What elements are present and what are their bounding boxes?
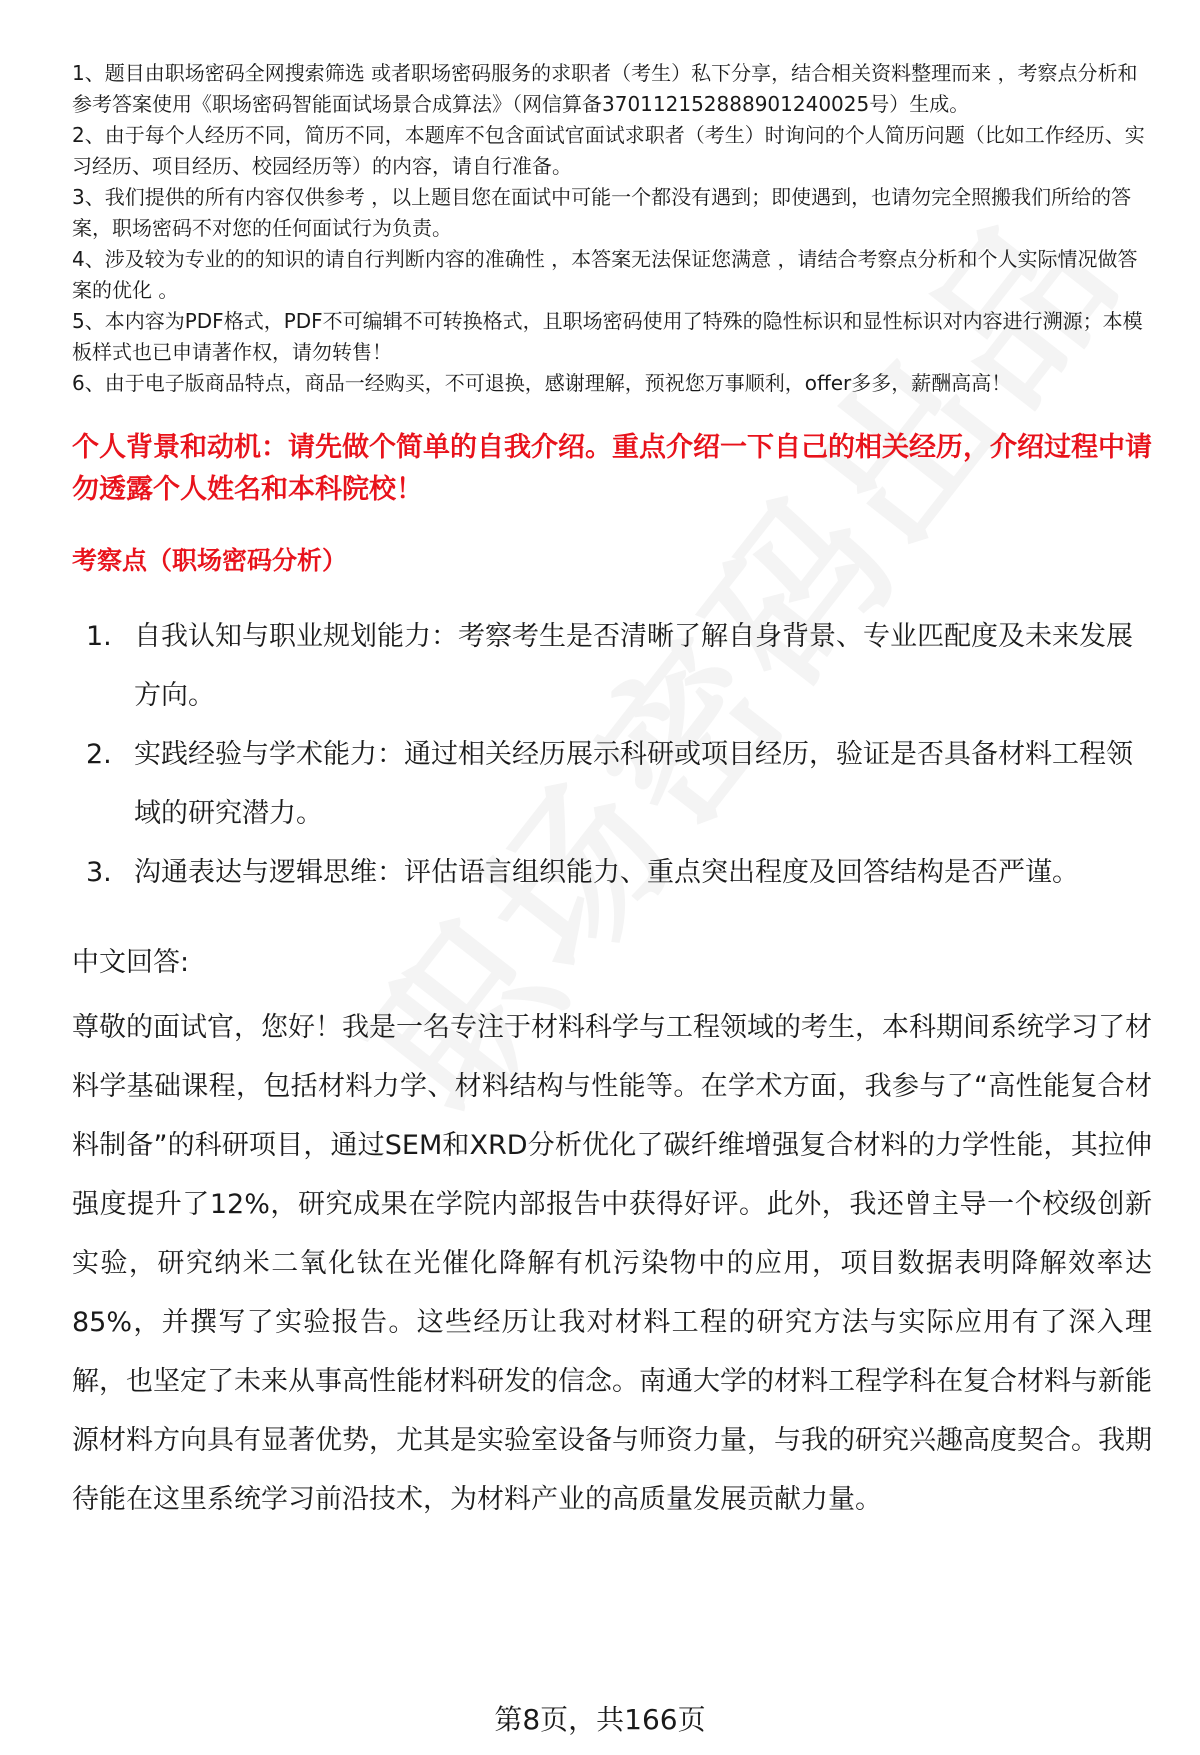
notice-item-2: 2、由于每个人经历不同，简历不同，本题库不包含面试官面试求职者（考生）时询问的个人简历问题（比如工作经历、实习经历、项目经历、校园经历等）的内容，请自行准备。 — [72, 123, 1145, 178]
notice-item-6: 6、由于电子版商品特点，商品一经购买，不可退换，感谢理解，预祝您万事顺利，offer多多，薪酬高高！ — [72, 371, 1012, 395]
notice-item-5: 5、本内容为PDF格式，PDF不可编辑不可转换格式，且职场密码使用了特殊的隐性标识和显性标识对内容进行溯源；本模板样式也已申请著作权，请勿转售！ — [72, 309, 1143, 364]
point-number: 2. — [86, 739, 112, 770]
analysis-point — [72, 607, 1152, 725]
notice-item-4: 4、涉及较为专业的的知识的请自行判断内容的准确性 ，本答案无法保证您满意 ，请结合考察点分析和个人实际情况做答案的优化 。 — [72, 247, 1138, 302]
notice-item-3: 3、我们提供的所有内容仅供参考 ，以上题目您在面试中可能一个都没有遇到；即使遇到，也请勿完全照搬我们所给的答案，职场密码不对您的任何面试行为负责。 — [72, 185, 1132, 240]
answer-body: 尊敬的面试官，您好！我是一名专注于材料科学与工程领域的考生，本科期间系统学习了材料学基础课程，包括材料力学、材料结构与性能等。在学术方面，我参与了“高性能复合材料制备”的科研项目，通过SEM和XRD分析优化了碳纤维增强复合材料的力学性能，其拉伸强度提升了12%，研究成果在学院内部报告中获得好评。此外，我还曾主导一个校级创新实验，研究纳米二氧化钛在光催化降解有机污染物中的应用，项目数据表明降解效率达85%，并撰写了实验报告。这些经历让我对材料工程的研究方法与实际应用有了深入理解，也坚定了未来从事高性能材料研发的信念。南通大学的材料工程学科在复合材料与新能源材料方向具有显著优势，尤其是实验室设备与师资力量，与我的研究兴趣高度契合。我期待能在这里系统学习前沿技术，为材料产业的高质量发展贡献力量。 — [72, 1012, 1152, 1515]
answer-label: 中文回答: — [72, 947, 190, 978]
question-title: 个人背景和动机：请先做个简单的自我介绍。重点介绍一下自己的相关经历，介绍过程中请勿透露个人姓名和本科院校！ — [72, 432, 1152, 505]
analysis-title: 考察点（职场密码分析） — [72, 546, 348, 575]
page-number-footer: 第8页，共166页 — [494, 1703, 706, 1736]
analysis-point — [72, 725, 1152, 843]
point-text: 沟通表达与逻辑思维：评估语言组织能力、重点突出程度及回答结构是否严谨。 — [134, 857, 1079, 888]
point-number: 1. — [86, 621, 112, 652]
analysis-point — [72, 843, 1152, 902]
point-text: 自我认知与职业规划能力：考察考生是否清晰了解自身背景、专业匹配度及未来发展方向。 — [134, 621, 1133, 711]
notice-item-1: 1、题目由职场密码全网搜索筛选 或者职场密码服务的求职者（考生）私下分享，结合相关资料整理而来 ，考察点分析和参考答案使用《职场密码智能面试场景合成算法》（网信算备370112152888901240025号）生成。 — [72, 61, 1138, 116]
analysis-points-list — [72, 607, 1152, 902]
point-number: 3. — [86, 857, 112, 888]
disclaimer-notice — [72, 58, 1152, 399]
point-text: 实践经验与学术能力：通过相关经历展示科研或项目经历，验证是否具备材料工程领域的研究潜力。 — [134, 739, 1133, 829]
